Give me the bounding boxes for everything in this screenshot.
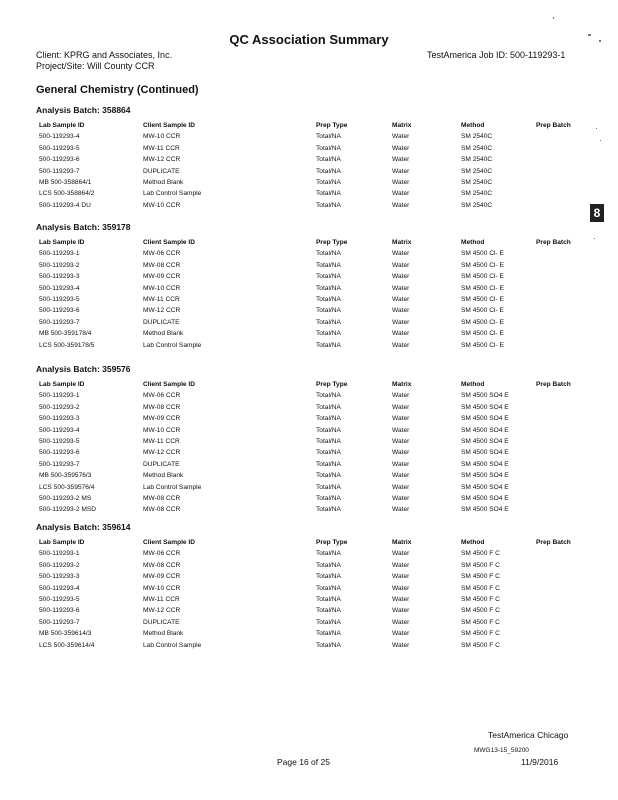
table-row: [39, 619, 599, 630]
cell-lab-sample-id: 500-119293-6: [39, 449, 80, 457]
cell-lab-sample-id: MB 500-358864/1: [39, 178, 92, 186]
cell-matrix: Water: [392, 618, 410, 626]
section-title: General Chemistry (Continued): [36, 84, 199, 96]
cell-prep-type: Total/NA: [316, 156, 341, 164]
cell-client-sample-id: Method Blank: [143, 330, 184, 338]
cell-client-sample-id: MW-12 CCR: [143, 156, 181, 164]
cell-client-sample-id: MW-09 CCR: [143, 573, 181, 581]
cell-client-sample-id: MW-08 CCR: [143, 403, 181, 411]
cell-method: SM 4500 F C: [461, 573, 500, 581]
cell-method: SM 4500 SO4 E: [461, 460, 509, 468]
cell-matrix: Water: [392, 415, 410, 423]
cell-client-sample-id: Lab Control Sample: [143, 341, 202, 349]
cell-method: SM 2540C: [461, 201, 493, 209]
cell-prep-type: Total/NA: [316, 550, 341, 558]
cell-prep-type: Total/NA: [316, 607, 341, 615]
cell-lab-sample-id: 500-119293-6: [39, 607, 80, 615]
column-header-prep-type: Prep Type: [316, 539, 348, 546]
cell-matrix: Water: [392, 392, 410, 400]
cell-prep-type: Total/NA: [316, 494, 341, 502]
column-header-client-sample-id: Client Sample ID: [143, 239, 196, 246]
cell-client-sample-id: MW-11 CCR: [143, 295, 180, 303]
cell-prep-type: Total/NA: [316, 415, 341, 423]
cell-method: SM 4500 SO4 E: [461, 506, 509, 514]
cell-prep-type: Total/NA: [316, 144, 341, 152]
cell-lab-sample-id: 500-119293-1: [39, 392, 80, 400]
column-header-prep-type: Prep Type: [316, 239, 348, 246]
cell-method: SM 2540C: [461, 178, 493, 186]
job-id: TestAmerica Job ID: 500-119293-1: [427, 50, 566, 60]
column-header-method: Method: [461, 381, 485, 388]
table-row: [39, 145, 599, 156]
cell-client-sample-id: MW-08 CCR: [143, 494, 181, 502]
column-header-prep-batch: Prep Batch: [536, 122, 571, 129]
cell-lab-sample-id: 500-119293-7: [39, 318, 80, 326]
cell-method: SM 4500 SO4 E: [461, 494, 509, 502]
cell-matrix: Water: [392, 133, 410, 141]
table-row: [39, 168, 599, 179]
cell-prep-type: Total/NA: [316, 284, 341, 292]
cell-matrix: Water: [392, 403, 410, 411]
cell-prep-type: Total/NA: [316, 641, 341, 649]
cell-matrix: Water: [392, 273, 410, 281]
table-row: [39, 642, 599, 653]
cell-method: SM 4500 SO4 E: [461, 449, 509, 457]
cell-client-sample-id: Lab Control Sample: [143, 641, 202, 649]
cell-prep-type: Total/NA: [316, 167, 341, 175]
table-header-row: [39, 239, 599, 250]
cell-matrix: Water: [392, 307, 410, 315]
cell-prep-type: Total/NA: [316, 392, 341, 400]
cell-client-sample-id: MW-11 CCR: [143, 437, 180, 445]
cell-client-sample-id: MW-10 CCR: [143, 426, 181, 434]
cell-client-sample-id: MW-10 CCR: [143, 201, 181, 209]
cell-lab-sample-id: 500-119293-2: [39, 261, 80, 269]
table-row: [39, 250, 599, 261]
cell-client-sample-id: Method Blank: [143, 472, 184, 480]
cell-lab-sample-id: 500-119293-5: [39, 595, 80, 603]
table-row: [39, 404, 599, 415]
cell-matrix: Water: [392, 584, 410, 592]
cell-client-sample-id: MW-06 CCR: [143, 250, 181, 258]
cell-prep-type: Total/NA: [316, 573, 341, 581]
cell-prep-type: Total/NA: [316, 506, 341, 514]
table-row: [39, 472, 599, 483]
table-row: [39, 342, 599, 353]
cell-method: SM 4500 F C: [461, 618, 500, 626]
cell-prep-type: Total/NA: [316, 595, 341, 603]
table-row: [39, 550, 599, 561]
cell-prep-type: Total/NA: [316, 630, 341, 638]
footer-code: MWG13-15_59200: [474, 747, 529, 754]
cell-matrix: Water: [392, 144, 410, 152]
table-row: [39, 607, 599, 618]
cell-matrix: Water: [392, 426, 410, 434]
cell-matrix: Water: [392, 341, 410, 349]
cell-matrix: Water: [392, 506, 410, 514]
cell-lab-sample-id: 500-119293-5: [39, 295, 80, 303]
cell-matrix: Water: [392, 318, 410, 326]
cell-matrix: Water: [392, 261, 410, 269]
cell-prep-type: Total/NA: [316, 307, 341, 315]
scan-speck: [596, 128, 597, 129]
cell-method: SM 2540C: [461, 156, 493, 164]
table-row: [39, 190, 599, 201]
cell-prep-type: Total/NA: [316, 460, 341, 468]
column-header-prep-type: Prep Type: [316, 381, 348, 388]
cell-lab-sample-id: 500-119293-5: [39, 437, 80, 445]
table-row: [39, 449, 599, 460]
batch-table: [39, 122, 599, 213]
column-header-matrix: Matrix: [392, 381, 412, 388]
cell-method: SM 4500 Cl- E: [461, 307, 504, 315]
table-row: [39, 202, 599, 213]
cell-prep-type: Total/NA: [316, 190, 341, 198]
batch-title: Analysis Batch: 358864: [36, 105, 131, 115]
column-header-client-sample-id: Client Sample ID: [143, 539, 196, 546]
cell-client-sample-id: MW-11 CCR: [143, 595, 180, 603]
cell-client-sample-id: MW-12 CCR: [143, 449, 181, 457]
cell-prep-type: Total/NA: [316, 472, 341, 480]
column-header-lab-sample-id: Lab Sample ID: [39, 539, 85, 546]
batch-title: Analysis Batch: 359614: [36, 522, 131, 532]
table-header-row: [39, 381, 599, 392]
cell-prep-type: Total/NA: [316, 273, 341, 281]
table-header-row: [39, 539, 599, 550]
cell-method: SM 4500 F C: [461, 641, 500, 649]
table-row: [39, 179, 599, 190]
scan-speck: [588, 34, 591, 36]
cell-method: SM 4500 Cl- E: [461, 330, 504, 338]
cell-lab-sample-id: 500-119293-1: [39, 250, 80, 258]
scan-speck: [599, 40, 601, 42]
batch-title: Analysis Batch: 359178: [36, 222, 131, 232]
scan-speck: [594, 238, 595, 239]
table-row: [39, 133, 599, 144]
table-row: [39, 484, 599, 495]
cell-matrix: Water: [392, 330, 410, 338]
scan-speck: [553, 17, 554, 19]
cell-prep-type: Total/NA: [316, 561, 341, 569]
table-row: [39, 273, 599, 284]
cell-client-sample-id: MW-09 CCR: [143, 415, 181, 423]
cell-method: SM 4500 F C: [461, 630, 500, 638]
cell-lab-sample-id: 500-119293-2: [39, 403, 80, 411]
batch-table: [39, 239, 599, 353]
cell-lab-sample-id: 500-119293-4 DU: [39, 201, 91, 209]
cell-matrix: Water: [392, 641, 410, 649]
cell-client-sample-id: Lab Control Sample: [143, 190, 202, 198]
cell-matrix: Water: [392, 483, 410, 491]
cell-method: SM 4500 F C: [461, 584, 500, 592]
cell-lab-sample-id: MB 500-359178/4: [39, 330, 92, 338]
column-header-lab-sample-id: Lab Sample ID: [39, 239, 85, 246]
column-header-client-sample-id: Client Sample ID: [143, 381, 196, 388]
cell-matrix: Water: [392, 201, 410, 209]
cell-method: SM 4500 SO4 E: [461, 437, 509, 445]
cell-method: SM 4500 F C: [461, 607, 500, 615]
cell-method: SM 4500 SO4 E: [461, 472, 509, 480]
cell-lab-sample-id: 500-119293-5: [39, 144, 80, 152]
cell-client-sample-id: MW-08 CCR: [143, 506, 181, 514]
cell-lab-sample-id: LCS 500-359178/5: [39, 341, 95, 349]
cell-matrix: Water: [392, 561, 410, 569]
table-row: [39, 330, 599, 341]
cell-lab-sample-id: 500-119293-2: [39, 561, 80, 569]
footer-date: 11/9/2016: [521, 757, 559, 767]
cell-lab-sample-id: MB 500-359576/3: [39, 472, 92, 480]
cell-client-sample-id: Method Blank: [143, 630, 184, 638]
cell-lab-sample-id: 500-119293-3: [39, 415, 80, 423]
column-header-client-sample-id: Client Sample ID: [143, 122, 196, 129]
cell-method: SM 4500 Cl- E: [461, 284, 504, 292]
cell-client-sample-id: Method Blank: [143, 178, 184, 186]
cell-prep-type: Total/NA: [316, 133, 341, 141]
cell-lab-sample-id: LCS 500-358864/2: [39, 190, 95, 198]
cell-client-sample-id: DUPLICATE: [143, 618, 180, 626]
cell-client-sample-id: MW-10 CCR: [143, 133, 181, 141]
cell-prep-type: Total/NA: [316, 403, 341, 411]
table-row: [39, 319, 599, 330]
cell-matrix: Water: [392, 595, 410, 603]
cell-method: SM 4500 SO4 E: [461, 415, 509, 423]
cell-matrix: Water: [392, 472, 410, 480]
cell-lab-sample-id: 500-119293-7: [39, 460, 80, 468]
cell-prep-type: Total/NA: [316, 178, 341, 186]
cell-client-sample-id: MW-06 CCR: [143, 550, 181, 558]
cell-lab-sample-id: 500-119293-7: [39, 167, 80, 175]
cell-prep-type: Total/NA: [316, 318, 341, 326]
cell-method: SM 4500 F C: [461, 595, 500, 603]
cell-method: SM 4500 Cl- E: [461, 273, 504, 281]
cell-prep-type: Total/NA: [316, 483, 341, 491]
cell-lab-sample-id: LCS 500-359614/4: [39, 641, 95, 649]
footer-lab-name: TestAmerica Chicago: [488, 730, 569, 740]
project-site: Project/Site: Will County CCR: [36, 61, 155, 71]
cell-client-sample-id: MW-10 CCR: [143, 284, 181, 292]
column-header-matrix: Matrix: [392, 239, 412, 246]
table-row: [39, 495, 599, 506]
cell-client-sample-id: MW-11 CCR: [143, 144, 180, 152]
table-row: [39, 596, 599, 607]
table-header-row: [39, 122, 599, 133]
cell-matrix: Water: [392, 573, 410, 581]
column-header-lab-sample-id: Lab Sample ID: [39, 381, 85, 388]
cell-matrix: Water: [392, 167, 410, 175]
cell-lab-sample-id: 500-119293-3: [39, 273, 80, 281]
cell-method: SM 4500 SO4 E: [461, 403, 509, 411]
table-row: [39, 307, 599, 318]
cell-matrix: Water: [392, 284, 410, 292]
cell-client-sample-id: MW-09 CCR: [143, 273, 181, 281]
cell-lab-sample-id: 500-119293-6: [39, 156, 80, 164]
column-header-prep-batch: Prep Batch: [536, 239, 571, 246]
cell-matrix: Water: [392, 550, 410, 558]
page-title: QC Association Summary: [229, 32, 389, 47]
cell-method: SM 4500 F C: [461, 550, 500, 558]
table-row: [39, 630, 599, 641]
cell-matrix: Water: [392, 460, 410, 468]
cell-method: SM 4500 Cl- E: [461, 295, 504, 303]
cell-lab-sample-id: 500-119293-3: [39, 573, 80, 581]
cell-lab-sample-id: 500-119293-2 MSD: [39, 506, 97, 514]
column-header-prep-batch: Prep Batch: [536, 381, 571, 388]
cell-matrix: Water: [392, 190, 410, 198]
cell-prep-type: Total/NA: [316, 295, 341, 303]
cell-lab-sample-id: 500-119293-4: [39, 284, 80, 292]
cell-client-sample-id: DUPLICATE: [143, 318, 180, 326]
cell-prep-type: Total/NA: [316, 584, 341, 592]
cell-client-sample-id: MW-08 CCR: [143, 261, 181, 269]
batch-table: [39, 539, 599, 653]
cell-prep-type: Total/NA: [316, 426, 341, 434]
cell-prep-type: Total/NA: [316, 261, 341, 269]
table-row: [39, 296, 599, 307]
cell-matrix: Water: [392, 178, 410, 186]
cell-matrix: Water: [392, 607, 410, 615]
column-header-prep-type: Prep Type: [316, 122, 348, 129]
cell-matrix: Water: [392, 437, 410, 445]
cell-method: SM 4500 SO4 E: [461, 392, 509, 400]
cell-method: SM 4500 F C: [461, 561, 500, 569]
cell-prep-type: Total/NA: [316, 330, 341, 338]
table-row: [39, 415, 599, 426]
table-row: [39, 427, 599, 438]
cell-lab-sample-id: 500-119293-1: [39, 550, 80, 558]
cell-lab-sample-id: 500-119293-4: [39, 426, 80, 434]
cell-matrix: Water: [392, 494, 410, 502]
page-number: Page 16 of 25: [277, 757, 330, 767]
cell-lab-sample-id: 500-119293-2 MS: [39, 494, 92, 502]
cell-prep-type: Total/NA: [316, 449, 341, 457]
column-header-method: Method: [461, 539, 485, 546]
table-row: [39, 285, 599, 296]
cell-matrix: Water: [392, 449, 410, 457]
cell-method: SM 2540C: [461, 144, 493, 152]
table-row: [39, 262, 599, 273]
cell-lab-sample-id: LCS 500-359576/4: [39, 483, 95, 491]
cell-method: SM 4500 Cl- E: [461, 341, 504, 349]
column-header-matrix: Matrix: [392, 122, 412, 129]
table-row: [39, 506, 599, 517]
cell-method: SM 4500 SO4 E: [461, 426, 509, 434]
cell-method: SM 4500 Cl- E: [461, 250, 504, 258]
column-header-matrix: Matrix: [392, 539, 412, 546]
cell-method: SM 4500 Cl- E: [461, 318, 504, 326]
cell-method: SM 2540C: [461, 167, 493, 175]
cell-method: SM 4500 SO4 E: [461, 483, 509, 491]
scan-speck: [600, 140, 601, 141]
table-row: [39, 562, 599, 573]
cell-prep-type: Total/NA: [316, 201, 341, 209]
table-row: [39, 573, 599, 584]
cell-prep-type: Total/NA: [316, 250, 341, 258]
cell-method: SM 2540C: [461, 133, 493, 141]
cell-lab-sample-id: 500-119293-4: [39, 133, 80, 141]
column-header-lab-sample-id: Lab Sample ID: [39, 122, 85, 129]
column-header-method: Method: [461, 239, 485, 246]
batch-table: [39, 381, 599, 518]
cell-client-sample-id: DUPLICATE: [143, 460, 180, 468]
table-row: [39, 438, 599, 449]
cell-matrix: Water: [392, 250, 410, 258]
section-tab-badge[interactable]: 8: [590, 204, 604, 222]
cell-prep-type: Total/NA: [316, 341, 341, 349]
cell-lab-sample-id: 500-119293-7: [39, 618, 80, 626]
cell-method: SM 2540C: [461, 190, 493, 198]
client-name: Client: KPRG and Associates, Inc.: [36, 50, 173, 60]
cell-lab-sample-id: 500-119293-4: [39, 584, 80, 592]
cell-client-sample-id: MW-12 CCR: [143, 307, 181, 315]
cell-client-sample-id: MW-06 CCR: [143, 392, 181, 400]
batch-title: Analysis Batch: 359576: [36, 364, 131, 374]
cell-lab-sample-id: MB 500-359614/3: [39, 630, 92, 638]
cell-prep-type: Total/NA: [316, 618, 341, 626]
table-row: [39, 585, 599, 596]
cell-prep-type: Total/NA: [316, 437, 341, 445]
column-header-method: Method: [461, 122, 485, 129]
cell-client-sample-id: MW-12 CCR: [143, 607, 181, 615]
cell-client-sample-id: Lab Control Sample: [143, 483, 202, 491]
column-header-prep-batch: Prep Batch: [536, 539, 571, 546]
table-row: [39, 392, 599, 403]
table-row: [39, 156, 599, 167]
cell-method: SM 4500 Cl- E: [461, 261, 504, 269]
cell-lab-sample-id: 500-119293-6: [39, 307, 80, 315]
table-row: [39, 461, 599, 472]
cell-client-sample-id: DUPLICATE: [143, 167, 180, 175]
cell-client-sample-id: MW-08 CCR: [143, 561, 181, 569]
cell-matrix: Water: [392, 156, 410, 164]
cell-client-sample-id: MW-10 CCR: [143, 584, 181, 592]
cell-matrix: Water: [392, 630, 410, 638]
cell-matrix: Water: [392, 295, 410, 303]
